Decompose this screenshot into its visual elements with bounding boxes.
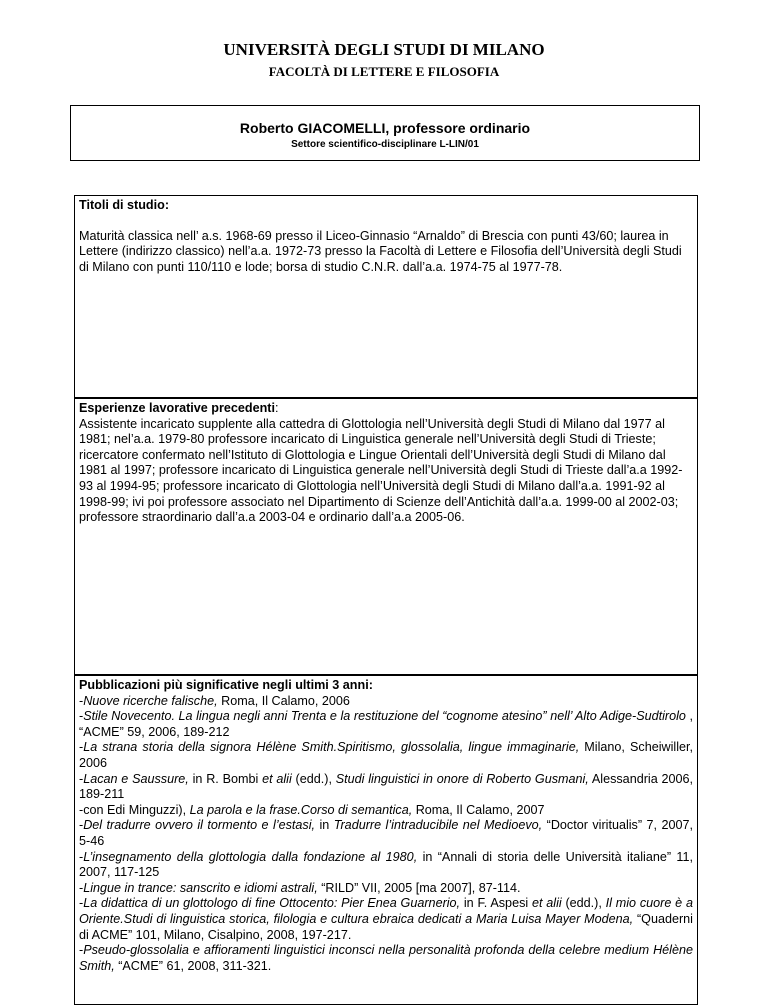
publication-item: -Nuove ricerche falische, Roma, Il Calamo, 2006 — [79, 693, 350, 708]
esperienze-text: Assistente incaricato supplente alla cattedra di Glottologia nell’Università degli Studi di Milano dal 1977 al 1981; nel’a.a. 1979-80 professore incaricato di Linguistica generale nell’Università degli Studi di Trieste; ricercatore confermato nell’Istituto di Glottologia e Lingue Orientali dell’Università degli Studi di Milano dal 1981 al 1997; professore incaricato di Linguistica generale nell’Università degli Studi di Trieste dall’a.a 1992-93 al 1994-95; professore incaricato di Glottologia nell’Università degli Studi di Milano dall’a.a. 1991-92 al 1998-99; ivi poi professore associato nel Dipartimento di Scienze dell’Antichità dall’a.a. 1999-00 al 2002-03; professore straordinario dall’a.a 2003-04 e ordinario dall’a.a 2005-06. — [79, 416, 683, 525]
esperienze-heading: Esperienze lavorative precedenti — [79, 401, 275, 415]
publication-item: -L’insegnamento della glottologia dalla fondazione al 1980, in “Annali di storia delle Università italiane” 11, 2007, 117-125 — [79, 849, 693, 880]
esperienze-colon: : — [275, 401, 279, 415]
name-box — [70, 105, 700, 161]
publication-item: -Stile Novecento. La lingua negli anni Trenta e la restituzione del “cognome atesino” nell’ Alto Adige-Sudtirolo , “ACME” 59, 2006, 189-212 — [79, 709, 693, 739]
titoli-heading: Titoli di studio: — [79, 198, 170, 212]
sector-label: Settore scientifico-disciplinare L-LIN/01 — [291, 139, 479, 150]
publication-item: -con Edi Minguzzi), La parola e la frase.Corso di semantica, Roma, Il Calamo, 2007 — [79, 802, 545, 817]
publication-item: -Pseudo-glossolalia e affioramenti linguistici inconsci nella personalità profonda della celebre medium Hélène Smith, “ACME” 61, 2008, 311-321. — [79, 943, 693, 973]
publication-item: -La strana storia della signora Hélène Smith.Spiritismo, glossolalia, lingue immaginarie, Milano, Scheiwiller, 2006 — [79, 740, 693, 770]
professor-name: Roberto GIACOMELLI, professore ordinario — [239, 120, 531, 136]
titoli-text: Maturità classica nell’ a.s. 1968-69 presso il Liceo-Ginnasio “Arnaldo” di Brescia con punti 43/60; laurea in Lettere (indirizzo classico) nell’a.a. 1972-73 presso la Facoltà di Lettere e Filosofia dell’Università degli Studi di Milano con punti 110/110 e lode; borsa di studio C.N.R. dall’a.a. 1974-75 al 1977-78. — [79, 228, 682, 274]
publication-item: -Lingue in trance: sanscrito e idiomi astrali, “RILD” VII, 2005 [ma 2007], 87-114. — [79, 880, 521, 895]
section-pubblicazioni — [74, 675, 698, 1005]
section-esperienze — [74, 398, 698, 675]
section-titoli — [74, 195, 698, 398]
publication-item: -Del tradurre ovvero il tormento e l’estasi, in Tradurre l’intraducibile nel Medioevo, “Doctor viritualis” 7, 2007, 5-46 — [79, 818, 693, 848]
publication-item: -Lacan e Saussure, in R. Bombi et alii (edd.), Studi linguistici in onore di Roberto Gusmani, Alessandria 2006, 189-211 — [79, 771, 693, 802]
publication-item: -La didattica di un glottologo di fine Ottocento: Pier Enea Guarnerio, in F. Aspesi et alii (edd.), Il mio cuore è a Oriente.Studi di linguistica storica, filologia e cultura ebraica dedicati a Maria Luisa Mayer Modena, “Quaderni di ACME” 101, Milano, Cisalpino, 2008, 197-217. — [79, 896, 693, 942]
pubblicazioni-heading: Pubblicazioni più significative negli ultimi 3 anni: — [79, 678, 373, 692]
faculty-name: FACOLTÀ DI LETTERE E FILOSOFIA — [268, 64, 500, 79]
university-name: UNIVERSITÀ DEGLI STUDI DI MILANO — [223, 40, 545, 59]
